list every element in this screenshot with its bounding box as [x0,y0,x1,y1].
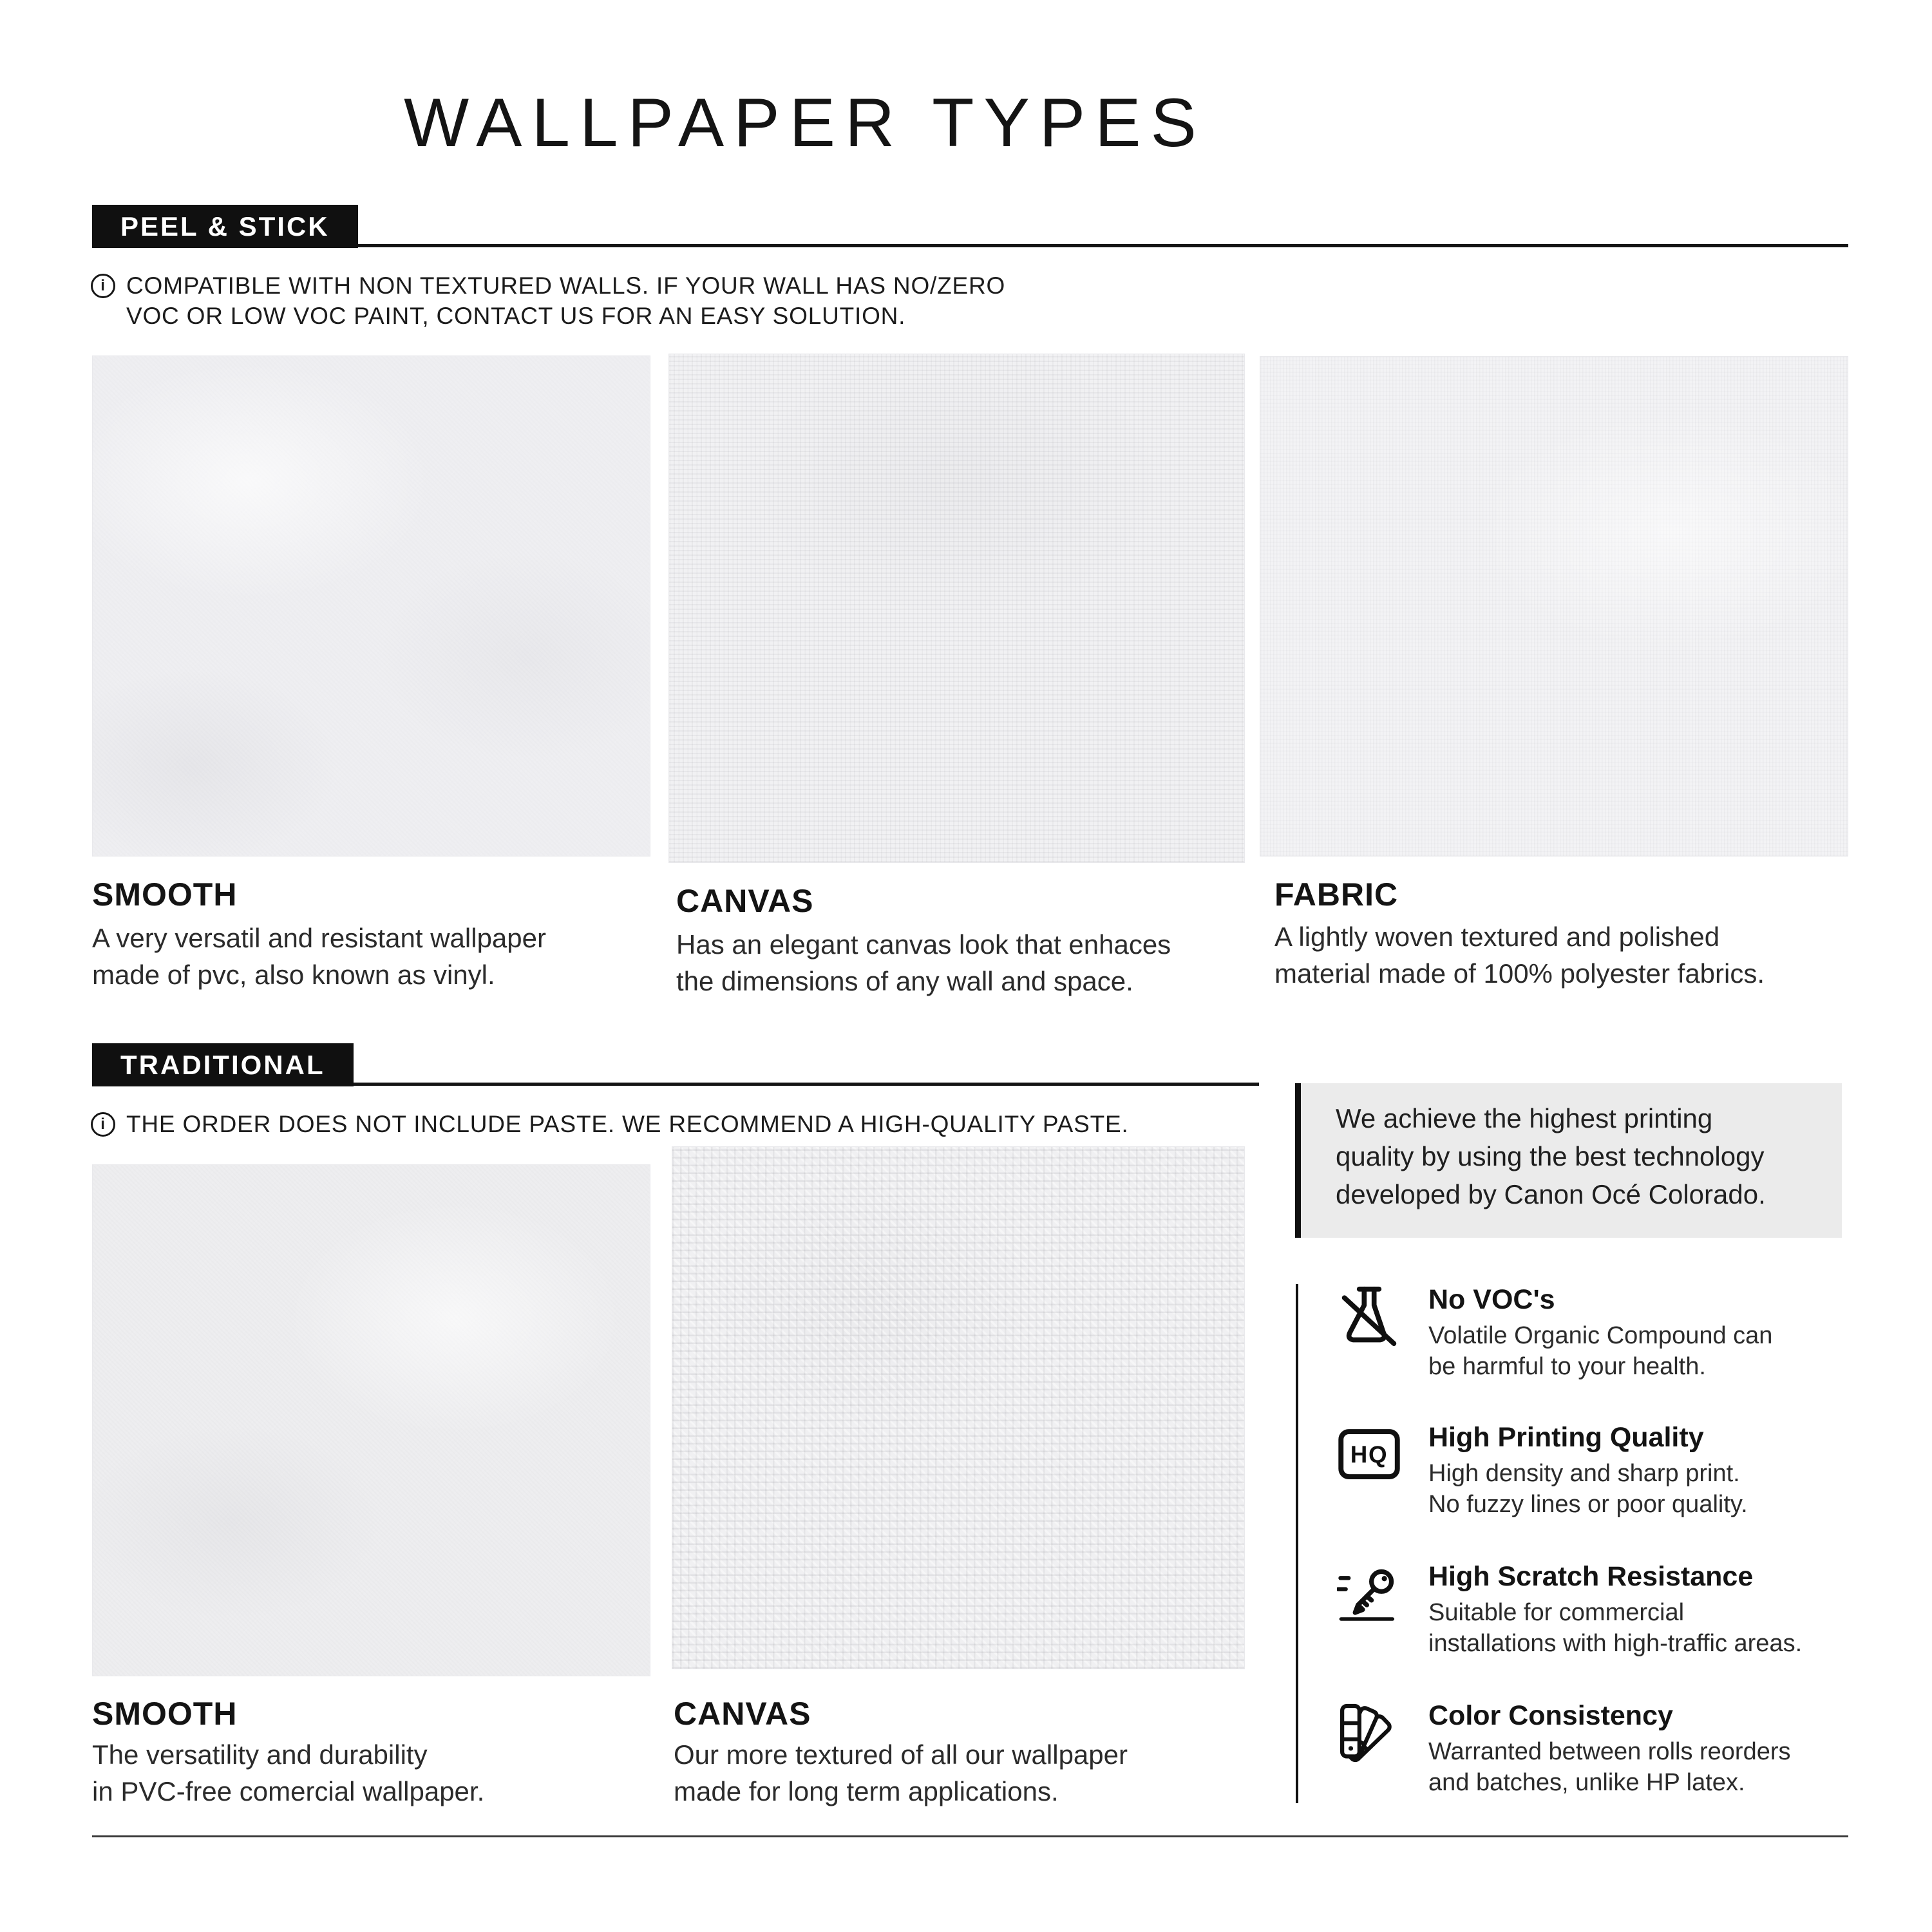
fabric-description [1274,918,1765,992]
canvas-description [676,926,1171,999]
desc-line: installations with high-traffic areas. [1428,1630,1803,1657]
feature-description [1428,1320,1772,1382]
canvas-peel-stick-swatch-image [668,354,1245,863]
feature-no-vocs [1337,1283,1852,1382]
info-icon: i [91,1112,115,1137]
smooth-traditional-description [92,1736,484,1810]
desc-line: Warranted between rolls reorders [1428,1738,1791,1765]
canvas-label: CANVAS [676,883,814,919]
desc-line: Suitable for commercial [1428,1599,1685,1626]
desc-line: High density and sharp print. [1428,1460,1740,1487]
hq-badge-icon [1337,1421,1401,1488]
canvas-traditional-label: CANVAS [674,1696,811,1732]
desc-line: Has an elegant canvas look that enhaces [676,929,1171,960]
features-divider-line [1296,1284,1298,1803]
no-voc-flask-icon [1337,1283,1401,1350]
desc-line: the dimensions of any wall and space. [676,966,1133,996]
fabric-peel-stick-swatch-image [1260,356,1848,857]
smooth-traditional-swatch-image [92,1164,650,1676]
scratch-key-icon [1337,1560,1401,1627]
smooth-label: SMOOTH [92,876,238,913]
peel-stick-note [91,270,1005,331]
page-title: WALLPAPER TYPES [404,84,1206,161]
desc-line: and batches, unlike HP latex. [1428,1769,1745,1796]
traditional-note-text: THE ORDER DOES NOT INCLUDE PASTE. WE RECOMMEND A HIGH-QUALITY PASTE. [126,1111,1129,1137]
feature-title: No VOC's [1428,1284,1555,1315]
feature-title: High Printing Quality [1428,1422,1704,1453]
desc-line: The versatility and durability [92,1739,428,1770]
feature-text [1428,1283,1772,1382]
canvas-traditional-description [674,1736,1128,1810]
feature-high-scratch-resistance [1337,1560,1852,1659]
desc-line: made of pvc, also known as vinyl. [92,960,495,990]
quality-note-line: We achieve the highest printing [1336,1103,1713,1133]
smooth-peel-stick-swatch-image [92,355,650,857]
feature-title: Color Consistency [1428,1700,1673,1731]
color-swatches-icon [1337,1699,1401,1766]
desc-line: made for long term applications. [674,1776,1059,1806]
feature-text [1428,1421,1748,1520]
feature-text [1428,1560,1802,1659]
quality-note-line: developed by Canon Océ Colorado. [1336,1179,1766,1209]
feature-description [1428,1736,1791,1798]
feature-description [1428,1458,1748,1520]
peel-stick-badge: PEEL & STICK [92,205,358,248]
smooth-traditional-label: SMOOTH [92,1696,238,1732]
feature-text [1428,1699,1791,1798]
desc-line: Our more textured of all our wallpaper [674,1739,1128,1770]
peel-stick-note-text [126,270,1005,331]
desc-line: No fuzzy lines or poor quality. [1428,1491,1748,1518]
fabric-label: FABRIC [1274,876,1399,913]
traditional-badge: TRADITIONAL [92,1043,354,1086]
note-line: COMPATIBLE WITH NON TEXTURED WALLS. IF YOUR WALL HAS NO/ZERO [126,272,1006,299]
quality-note-box [1301,1083,1842,1238]
hq-icon-label: HQ [1350,1441,1388,1468]
note-line: VOC OR LOW VOC PAINT, CONTACT US FOR AN EASY SOLUTION. [126,303,906,329]
feature-title: High Scratch Resistance [1428,1561,1754,1592]
quality-note-accent-bar [1295,1083,1301,1238]
canvas-traditional-swatch-image [672,1146,1245,1669]
info-icon: i [91,274,115,298]
desc-line: A very versatil and resistant wallpaper [92,923,546,953]
smooth-description [92,920,546,993]
desc-line: Volatile Organic Compound can [1428,1322,1773,1349]
bottom-rule [92,1835,1848,1837]
feature-color-consistency [1337,1699,1852,1798]
traditional-note [91,1109,1129,1139]
desc-line: in PVC-free comercial wallpaper. [92,1776,485,1806]
quality-note-line: quality by using the best technology [1336,1141,1765,1171]
feature-high-printing-quality [1337,1421,1852,1520]
desc-line: material made of 100% polyester fabrics. [1274,958,1765,989]
feature-description [1428,1597,1802,1659]
desc-line: A lightly woven textured and polished [1274,922,1720,952]
desc-line: be harmful to your health. [1428,1353,1706,1380]
